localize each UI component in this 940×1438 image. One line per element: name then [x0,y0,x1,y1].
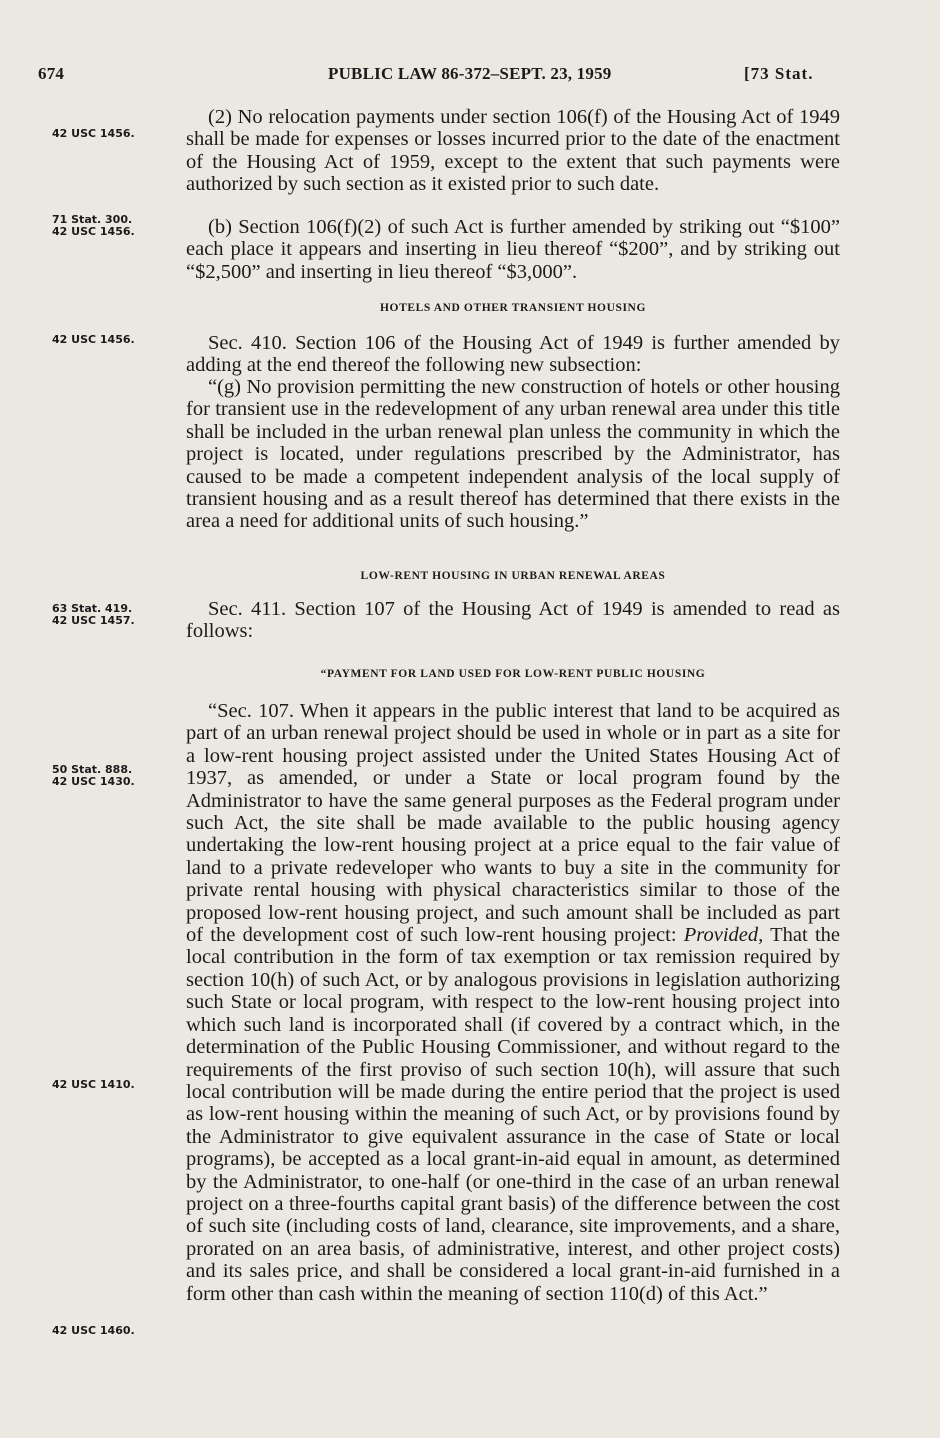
margin-citation: 42 USC 1456. [52,333,135,346]
paragraph-subsection-g: “(g) No provision permitting the new construction of hotels or other housing for transient use in the redevelopment of any urban renewal area under this title shall be included in the urban renewal plan unless the community in which the project is located, under regulations prescribed by the Administrator, has caused to be made a competent independent analysis of the local supply of transient housing and as a result thereof has determined that there exists in the area a need for additional units of such housing.” [186,376,840,533]
margin-citation: 42 USC 1430. [52,775,135,788]
paragraph-section-411: Sec. 411. Section 107 of the Housing Act of 1949 is amended to read as follows: [186,598,840,643]
margin-citation: 42 USC 1456. [52,225,135,238]
paragraph-section-410: Sec. 410. Section 106 of the Housing Act of 1949 is further amended by adding at the end thereof the following new subsection: [186,332,840,377]
paragraph-section-106f2-amendment: (b) Section 106(f)(2) of such Act is further amended by striking out “$100” each place it appears and inserting in lieu thereof “$200”, and by striking out “$2,500” and inserting in lieu thereof “$3,000”. [186,216,840,283]
section-heading-hotels: HOTELS AND OTHER TRANSIENT HOUSING [379,302,647,314]
statute-volume: [73 Stat. [744,64,814,83]
margin-citation: 42 USC 1457. [52,614,135,627]
section-107-text-part2: That the local contribution in the form of tax exemption or tax remission required by section 10(h) of such Act, or by analogous provisions in legislation authorizing such State or local program, with respect to the low-rent housing project into which such land is incorporated shall (if covered by a contract which, in the determination of the Public Housing Commissioner, and without regard to the requirements of the first proviso of such section 10(h), will assure that such local contribution will be made during the entire period that the project is used as low-rent housing within the meaning of such Act, or by provisions found by the Administrator to give equivalent assurance in the case of State or local programs), be accepted as a local grant-in-aid equal in amount, as determined by the Administrator, to one-half (or one-third in the case of an urban renewal project on a three-fourths capital grant basis) of the difference between the cost of such site (including costs of land, clearance, site improvements, and a share, prorated on an area basis, of administrative, interest, and other project costs) and its sales price, and shall be considered a local grant-in-aid furnished in a form other than cash within the meaning of section 110(d) of this Act.” [186,924,840,1305]
margin-citation: 50 Stat. 888. [52,763,133,776]
margin-citation: 63 Stat. 419. [52,602,133,615]
section-107-text-part1: “Sec. 107. When it appears in the public interest that land to be acquired as part of an urban renewal project should be used in whole or in part as a site for a low-rent housing project assisted under the United States Housing Act of 1937, as amended, or under a State or local program found by the Administrator to have the same general purposes as the Federal program under such Act, the site shall be made available to the public housing agency undertaking the low-rent housing project at a price equal to the fair value of land to a private redeveloper who wants to buy a site in the community for private rental housing with physical characteristics similar to those of the proposed low-rent housing project, and such amount shall be included as part of the development cost of such low-rent housing project: [186,700,840,947]
provided-clause: Provided, [683,924,764,947]
paragraph-section-107 [186,700,840,1305]
page-number: 674 [38,64,65,83]
margin-citation: 71 Stat. 300. [52,213,133,226]
margin-citation: 42 USC 1410. [52,1078,135,1091]
section-heading-low-rent-housing: LOW-RENT HOUSING IN URBAN RENEWAL AREAS [360,570,666,582]
margin-citation: 42 USC 1456. [52,127,135,140]
section-heading-payment-for-land: “PAYMENT FOR LAND USED FOR LOW-RENT PUBLIC HOUSING [320,668,706,680]
running-header-title: PUBLIC LAW 86-372–SEPT. 23, 1959 [328,64,612,83]
paragraph-relocation-payments: (2) No relocation payments under section 106(f) of the Housing Act of 1949 shall be made for expenses or losses incurred prior to the date of the enactment of the Housing Act of 1959, except to the extent that such payments were authorized by such section as it existed prior to such date. [186,106,840,196]
margin-citation: 42 USC 1460. [52,1324,135,1337]
